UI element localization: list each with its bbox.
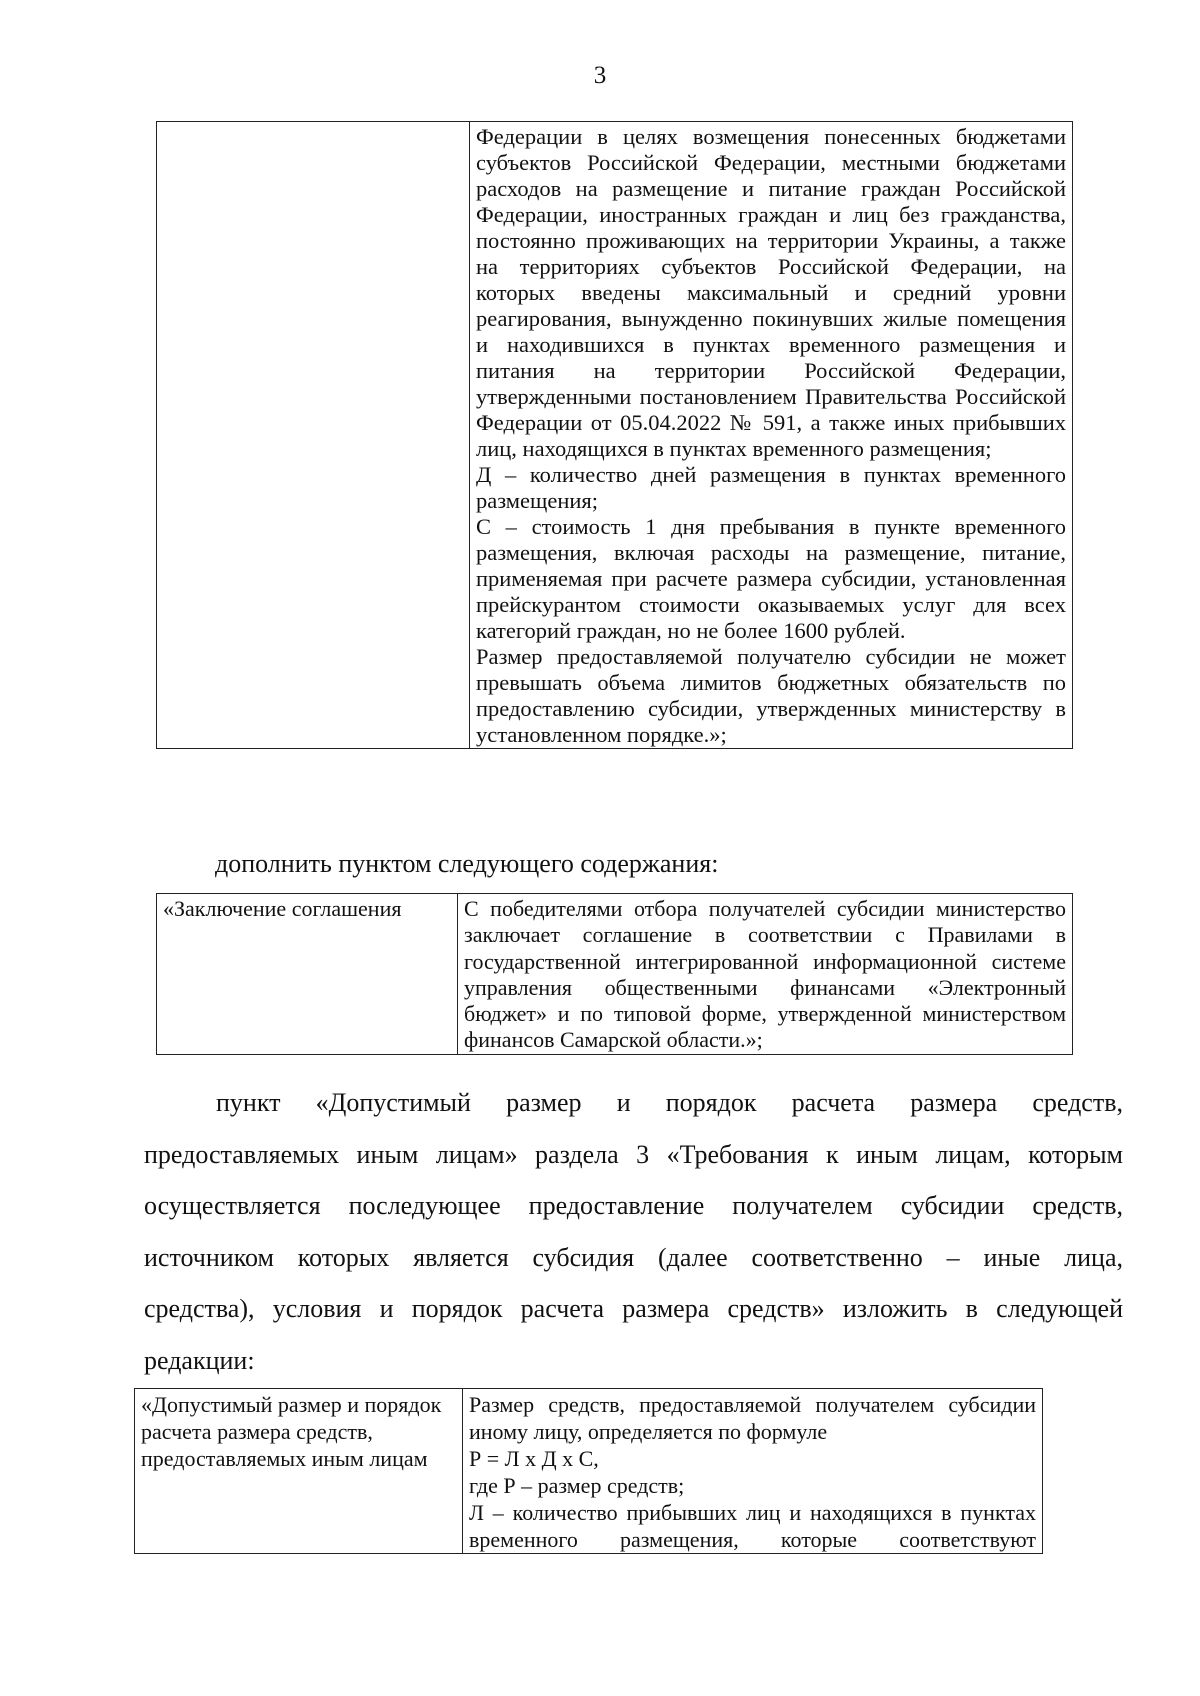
table1-line: субъектов Российской Федерации, местными бюджетами: [476, 150, 1066, 175]
paragraph-line: средства), условия и порядок расчета размера средств» изложить в следующей: [144, 1294, 1123, 1323]
table3-line: где Р – размер средств;: [469, 1473, 685, 1498]
table1-line: которых введены максимальный и средний уровни: [476, 280, 1066, 305]
table2-line: управления общественными финансами «Электронный: [464, 974, 1066, 1000]
table3-left-line: предоставляемых иным лицам: [141, 1446, 428, 1471]
table1-line: постоянно проживающих на территории Украины, а также: [476, 228, 1066, 253]
table3-left-cell: [135, 1389, 463, 1554]
table3-right-cell: [463, 1389, 1043, 1554]
table1-line: Федерации от 05.04.2022 № 591, а также иных прибывших: [476, 410, 1066, 435]
table3-line: иному лицу, определяется по формуле: [469, 1419, 828, 1444]
table1-line: и находившихся в пунктах временного размещения и: [476, 332, 1066, 357]
amendment-paragraph: [144, 1080, 1123, 1389]
agreement-table: [156, 893, 1073, 1055]
table2-line: государственной интегрированной информационной системе: [464, 948, 1066, 974]
page-number: 3: [593, 62, 607, 89]
paragraph-line: предоставляемых иным лицам» раздела 3 «Требования к иным лицам, которым: [144, 1139, 1123, 1169]
table1-line: предоставлению субсидии, утвержденных министерству в: [476, 696, 1066, 721]
table1-line: Федерации в целях возмещения понесенных бюджетами: [476, 124, 1066, 149]
table2-left-text: «Заключение соглашения: [163, 896, 402, 921]
table1-line: реагирования, вынужденно покинувших жилые помещения: [476, 306, 1066, 331]
table3-line: Размер средств, предоставляемой получателем субсидии: [469, 1392, 1036, 1417]
table3-line: Л – количество прибывших лиц и находящихся в пунктах: [469, 1500, 1036, 1525]
paragraph-line: осуществляется последующее предоставление получателем субсидии средств,: [144, 1191, 1123, 1220]
table3-left-line: «Допустимый размер и порядок: [141, 1392, 442, 1417]
table2-line: С победителями отбора получателей субсидии министерство: [464, 896, 1066, 921]
table3-left-line: расчета размера средств,: [141, 1419, 373, 1444]
table1-line: категорий граждан, но не более 1600 рублей.: [476, 618, 906, 643]
table1-line: размещения, включая расходы на размещение, питание,: [476, 540, 1066, 565]
table3-line: временного размещения, которые соответствуют: [469, 1527, 1036, 1552]
table1-left-cell: [157, 122, 470, 749]
table1-line: расходов на размещение и питание граждан Российской: [476, 176, 1066, 201]
table1-line: Размер предоставляемой получателю субсидии не может: [476, 644, 1066, 669]
table1-line: прейскурантом стоимости оказываемых услуг для всех: [476, 592, 1066, 617]
table2-line: финансов Самарской области.»;: [464, 1027, 763, 1053]
intro-text: дополнить пунктом следующего содержания:: [215, 849, 719, 878]
table1-right-text: [476, 124, 1066, 748]
table1-line: утвержденными постановлением Правительства Российской: [476, 384, 1066, 409]
table1-line: установленном порядке.»;: [476, 722, 727, 747]
table2-right-cell: [458, 894, 1073, 1055]
formula-description-table: [156, 121, 1073, 749]
funds-calculation-table: [134, 1388, 1043, 1554]
table3-right-text: [469, 1391, 1036, 1553]
paragraph-line: источником которых является субсидия (далее соответственно – иные лица,: [144, 1242, 1123, 1272]
table3-line: Р = Л х Д х С,: [469, 1446, 599, 1471]
table1-line: С – стоимость 1 дня пребывания в пункте временного: [476, 514, 1066, 539]
table1-line: размещения;: [476, 488, 599, 513]
table1-line: превышать объема лимитов бюджетных обязательств по: [476, 670, 1066, 695]
table3-left-text: [141, 1391, 456, 1472]
table1-line: применяемая при расчете размера субсидии, установленная: [476, 566, 1066, 591]
table1-line: Д – количество дней размещения в пунктах временного: [476, 462, 1066, 487]
table1-line: лиц, находящихся в пунктах временного размещения;: [476, 436, 992, 461]
paragraph-line: редакции:: [144, 1345, 255, 1375]
table1-line: на территориях субъектов Российской Федерации, на: [476, 254, 1066, 279]
table1-line: Федерации, иностранных граждан и лиц без гражданства,: [476, 202, 1066, 227]
paragraph-line: пункт «Допустимый размер и порядок расчета размера средств,: [216, 1088, 1123, 1117]
table1-line: питания на территории Российской Федерации,: [476, 358, 1066, 383]
table2-line: бюджет» и по типовой форме, утвержденной министерством: [464, 1001, 1066, 1027]
table2-line: заключает соглашение в соответствии с Правилами в: [464, 922, 1066, 948]
table1-right-cell: [470, 122, 1073, 749]
table2-left-cell: [157, 894, 458, 1055]
table2-right-text: [464, 896, 1066, 1054]
